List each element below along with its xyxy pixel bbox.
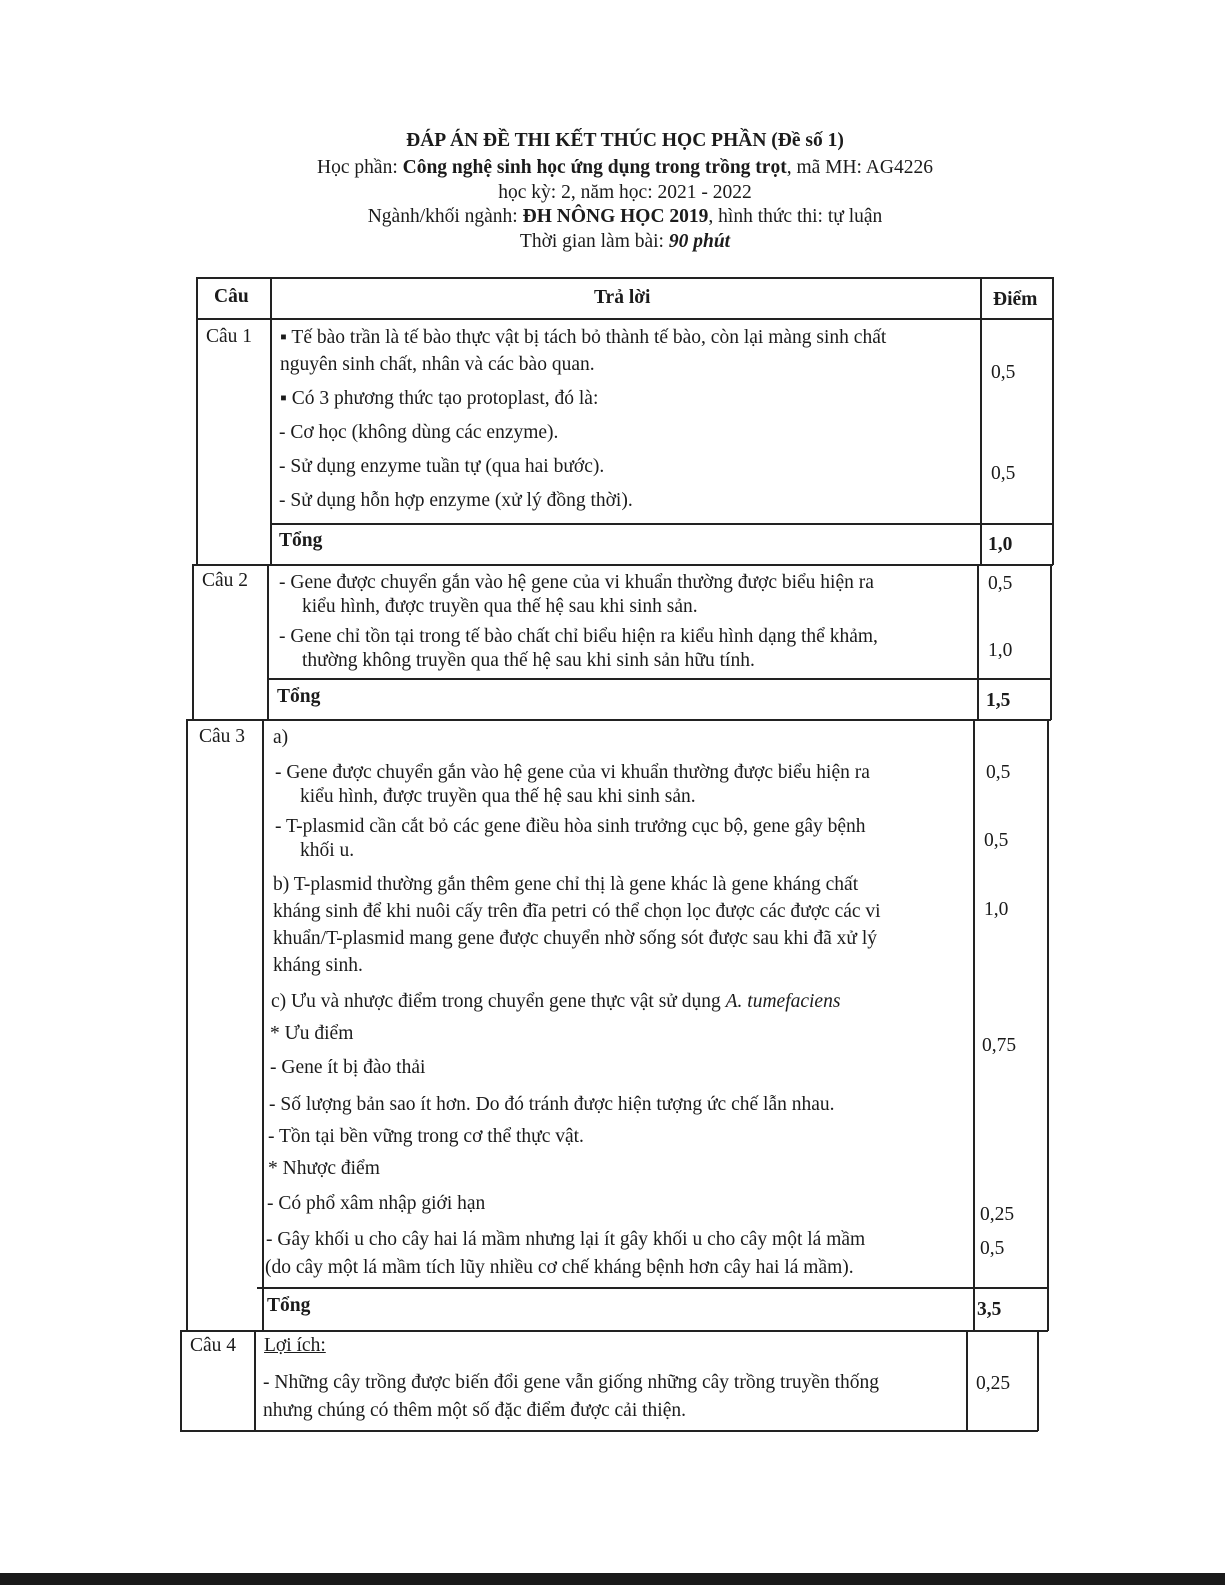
major-name: ĐH NÔNG HỌC 2019	[522, 206, 709, 227]
time-value: 90 phút	[668, 231, 731, 252]
col-header-score: Điểm	[993, 289, 1038, 310]
q1-score-1: 0,5	[991, 362, 1016, 383]
q3-total-value: 3,5	[977, 1299, 1002, 1320]
q2-line-1: - Gene được chuyển gắn vào hệ gene của vi khuẩn thường được biểu hiện ra	[279, 572, 874, 593]
q3-line-14: - Tồn tại bền vững trong cơ thể thực vật.	[268, 1126, 584, 1147]
left-border-seg2	[192, 564, 194, 720]
col-divider-1-seg4	[254, 1330, 256, 1431]
q3-line-16: - Có phổ xâm nhập giới hạn	[267, 1193, 486, 1214]
q2-line-3: - Gene chỉ tồn tại trong tế bào chất chỉ biểu hiện ra kiểu hình dạng thể khảm,	[279, 626, 878, 647]
q2-label: Câu 2	[202, 570, 249, 591]
q3-score-4: 0,75	[982, 1035, 1017, 1056]
q2-total-value: 1,5	[986, 690, 1011, 711]
q3-score-3: 1,0	[984, 899, 1009, 920]
q3-line-18: (do cây một lá mầm tích lũy nhiều cơ chế kháng bệnh hơn cây hai lá mầm).	[265, 1257, 854, 1278]
q3-line-8: khuẩn/T-plasmid mang gene được chuyển nhờ sống sót được sau khi đã xử lý	[273, 928, 878, 949]
q3-line-10	[271, 990, 840, 1015]
q3-line-3: kiểu hình, được truyền qua thế hệ sau khi sinh sản.	[300, 786, 696, 807]
q3-line-13: - Số lượng bản sao ít hơn. Do đó tránh được hiện tượng ức chế lẫn nhau.	[269, 1094, 835, 1115]
q1-line-6: - Sử dụng hỗn hợp enzyme (xử lý đồng thời).	[279, 490, 633, 511]
q1-line-3: ▪ Có 3 phương thức tạo protoplast, đó là:	[280, 388, 599, 409]
q2-total-divider	[268, 678, 1051, 680]
q2-total-label: Tổng	[277, 686, 321, 707]
course-name: Công nghệ sinh học ứng dụng trong trồng trọt	[402, 157, 787, 178]
q4-score-1: 0,25	[976, 1373, 1011, 1394]
course-line	[0, 155, 1225, 180]
q1-total-label: Tổng	[279, 530, 323, 551]
q1-line-1: ▪ Tế bào trần là tế bào thực vật bị tách bỏ thành tế bào, còn lại màng sinh chất	[280, 327, 887, 348]
time-line	[0, 229, 1225, 254]
q2-line-4: thường không truyền qua thế hệ sau khi sinh sản hữu tính.	[302, 650, 755, 671]
q1-total-divider	[270, 523, 1053, 525]
exam-form: , hình thức thi: tự luận	[708, 206, 883, 227]
q3-label: Câu 3	[199, 726, 246, 747]
q3-line-7: kháng sinh để khi nuôi cấy trên đĩa petri có thể chọn lọc được các được các vi	[273, 901, 881, 922]
q3-line-5: khối u.	[300, 840, 355, 861]
col-header-question: Câu	[214, 286, 249, 307]
scan-bottom-edge	[0, 1573, 1225, 1585]
semester-line: học kỳ: 2, năm học: 2021 - 2022	[498, 182, 752, 203]
q3-line-15: * Nhược điểm	[268, 1158, 380, 1179]
q1-bottom-divider	[194, 564, 1053, 566]
table-bottom-border	[180, 1430, 1038, 1432]
col-divider-2-seg2	[977, 564, 979, 720]
q4-line-2: - Những cây trồng được biến đổi gene vẫn giống những cây trồng truyền thống	[263, 1372, 880, 1393]
q1-line-5: - Sử dụng enzyme tuần tự (qua hai bước).	[279, 456, 605, 477]
left-border-seg3	[186, 719, 188, 1331]
col-divider-1-seg3	[262, 719, 264, 1331]
q3-species-name: A. tumefaciens	[725, 991, 841, 1012]
course-code: , mã MH: AG4226	[786, 157, 933, 178]
right-border-seg2	[1050, 564, 1052, 720]
q3-line-10-text: c) Ưu và nhược điểm trong chuyển gene thực vật sử dụng	[271, 991, 726, 1012]
document-title: ĐÁP ÁN ĐỀ THI KẾT THÚC HỌC PHẦN (Đề số 1)	[406, 130, 844, 151]
col-header-answer: Trả lời	[594, 287, 651, 308]
left-border-seg4	[180, 1330, 182, 1431]
q4-label: Câu 4	[190, 1335, 237, 1356]
course-prefix: Học phần:	[317, 157, 403, 178]
q3-line-12: - Gene ít bị đào thải	[270, 1057, 426, 1078]
col-divider-2-seg4	[966, 1330, 968, 1431]
right-border-seg4	[1037, 1330, 1039, 1431]
q3-line-1: a)	[273, 727, 289, 748]
q3-line-2: - Gene được chuyển gắn vào hệ gene của vi khuẩn thường được biểu hiện ra	[275, 762, 870, 783]
q4-line-3: nhưng chúng có thêm một số đặc điểm được cải thiện.	[263, 1400, 686, 1421]
col-divider-2-seg3	[973, 719, 975, 1331]
q3-line-11: * Ưu điểm	[270, 1023, 354, 1044]
q3-line-6: b) T-plasmid thường gắn thêm gene chỉ thị là gene khác là gene kháng chất	[273, 874, 859, 895]
q2-score-2: 1,0	[988, 640, 1013, 661]
left-border-seg1	[196, 277, 198, 565]
q3-line-17: - Gây khối u cho cây hai lá mầm nhưng lại ít gây khối u cho cây một lá mầm	[266, 1229, 866, 1250]
q3-total-divider	[257, 1287, 1048, 1289]
q3-score-2: 0,5	[984, 830, 1009, 851]
q3-line-9: kháng sinh.	[273, 955, 363, 976]
q3-score-1: 0,5	[986, 762, 1011, 783]
q2-line-2: kiểu hình, được truyền qua thế hệ sau khi sinh sản.	[302, 596, 698, 617]
q4-line-1: Lợi ích:	[264, 1335, 326, 1356]
q3-bottom-divider	[180, 1330, 1048, 1332]
right-border-seg3	[1047, 719, 1049, 1331]
time-prefix: Thời gian làm bài:	[519, 231, 669, 252]
q1-total-value: 1,0	[988, 534, 1013, 555]
major-prefix: Ngành/khối ngành:	[367, 206, 523, 227]
q1-line-2: nguyên sinh chất, nhân và các bào quan.	[280, 354, 595, 375]
table-top-border	[196, 277, 1053, 279]
q3-score-5: 0,25	[980, 1204, 1015, 1225]
q2-bottom-divider	[188, 719, 1051, 721]
q1-line-4: - Cơ học (không dùng các enzyme).	[279, 422, 559, 443]
q1-score-2: 0,5	[991, 463, 1016, 484]
col-divider-1-seg1	[270, 277, 272, 565]
col-divider-1-seg2	[267, 564, 269, 720]
q3-line-4: - T-plasmid cần cắt bỏ các gene điều hòa sinh trưởng cục bộ, gene gây bệnh	[275, 816, 866, 837]
q3-total-label: Tổng	[267, 1295, 311, 1316]
q3-score-6: 0,5	[980, 1238, 1005, 1259]
q1-label: Câu 1	[206, 326, 253, 347]
q2-score-1: 0,5	[988, 573, 1013, 594]
major-line	[0, 204, 1225, 229]
col-divider-2-seg1	[980, 277, 982, 565]
right-border-seg1	[1052, 277, 1054, 565]
header-row-divider	[196, 318, 1053, 320]
